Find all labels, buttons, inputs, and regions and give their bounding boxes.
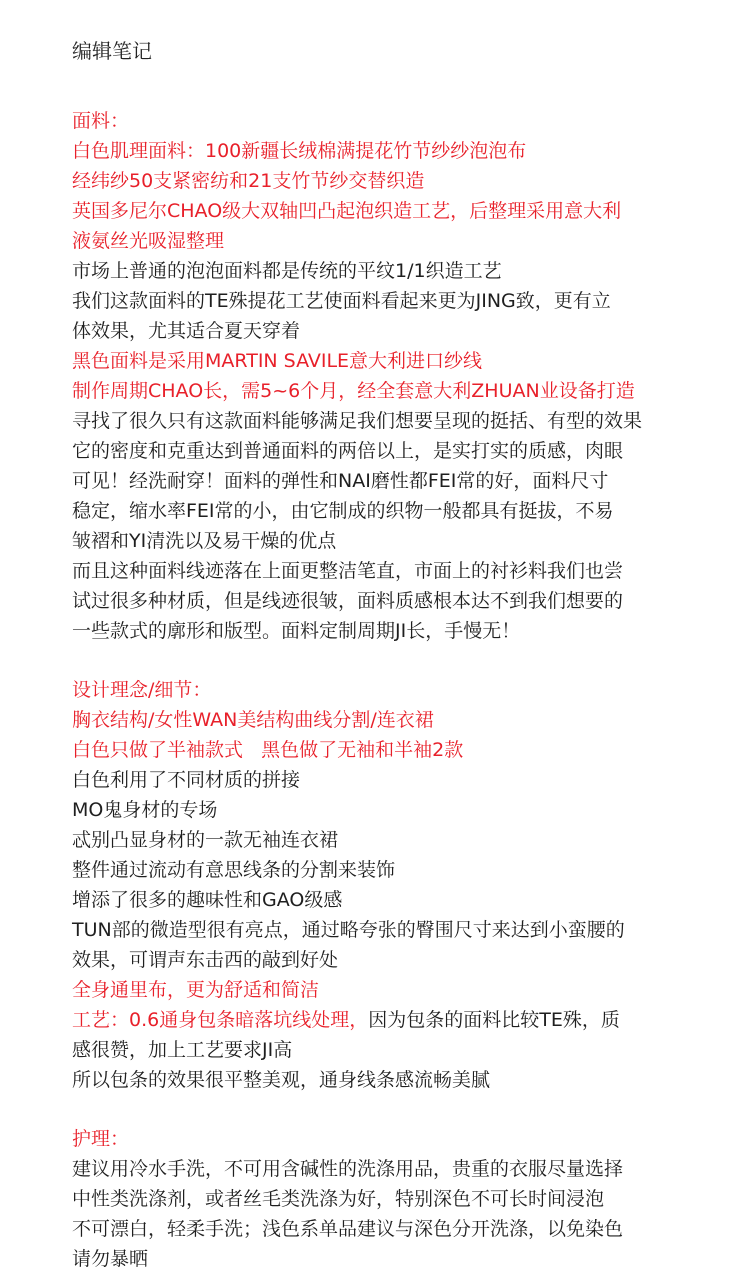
highlight-text: 英国多尼尔CHAO级大双轴凹凸起泡织造工艺，后整理采用意大利 bbox=[72, 200, 622, 222]
highlight-text: 工艺：0.6通身包条暗落坑线处理， bbox=[72, 1009, 369, 1031]
body-text: 中性类洗涤剂，或者丝毛类洗涤为好，特别深色不可长时间浸泡 bbox=[72, 1188, 605, 1210]
body-text: TUN部的微造型很有亮点，通过略夸张的臀围尺寸来达到小蛮腰的 bbox=[72, 919, 625, 941]
highlight-text: 胸衣结构/女性WAN美结构曲线分割/连衣裙 bbox=[72, 709, 434, 731]
highlight-text: 制作周期CHAO长，需5~6个月，经全套意大利ZHUAN业设备打造 bbox=[72, 380, 635, 402]
section-heading: 护理： bbox=[72, 1128, 130, 1150]
text-line bbox=[72, 256, 692, 286]
text-line bbox=[72, 286, 692, 316]
text-line bbox=[72, 1154, 692, 1184]
body-text: 因为包条的面料比较TE殊，质 bbox=[368, 1009, 620, 1031]
text-line bbox=[72, 226, 692, 256]
body-text: 不可漂白，轻柔手洗；浅色系单品建议与深色分开洗涤，以免染色 bbox=[72, 1218, 624, 1240]
text-line bbox=[72, 586, 692, 616]
text-line bbox=[72, 915, 692, 945]
text-line bbox=[72, 166, 692, 196]
text-line bbox=[72, 136, 692, 166]
body-text: 白色利用了不同材质的拼接 bbox=[72, 769, 301, 791]
section-2 bbox=[72, 675, 692, 1095]
text-line bbox=[72, 855, 692, 885]
highlight-text: 经纬纱50支紧密纺和21支竹节纱交替织造 bbox=[72, 170, 425, 192]
text-line bbox=[72, 316, 692, 346]
body-text: MO鬼身材的专场 bbox=[72, 799, 218, 821]
text-line bbox=[72, 885, 692, 915]
body-text: 试过很多种材质，但是线迹很皱，面料质感根本达不到我们想要的 bbox=[72, 590, 624, 612]
body-text: 可见！经洗耐穿！面料的弹性和NAI磨性都FEI常的好，面料尺寸 bbox=[72, 470, 609, 492]
editor-notes-document bbox=[72, 36, 692, 1274]
text-line bbox=[72, 1244, 692, 1274]
body-text: 感很赞，加上工艺要求JI高 bbox=[72, 1039, 293, 1061]
body-text: 建议用冷水手洗，不可用含碱性的洗涤用品，贵重的衣服尽量选择 bbox=[72, 1158, 624, 1180]
body-text: 效果，可谓声东击西的敲到好处 bbox=[72, 949, 339, 971]
section-3 bbox=[72, 1124, 692, 1274]
body-text: 体效果，尤其适合夏天穿着 bbox=[72, 320, 301, 342]
text-line bbox=[72, 376, 692, 406]
body-text: 稳定，缩水率FEI常的小，由它制成的织物一般都具有挺拔，不易 bbox=[72, 500, 614, 522]
section-heading: 设计理念/细节： bbox=[72, 679, 212, 701]
body-text: 市场上普通的泡泡面料都是传统的平纹1/1织造工艺 bbox=[72, 260, 502, 282]
body-text: 我们这款面料的TE殊提花工艺使面料看起来更为JING致，更有立 bbox=[72, 290, 611, 312]
text-line bbox=[72, 406, 692, 436]
highlight-text: 白色只做了半袖款式 黑色做了无袖和半袖2款 bbox=[72, 739, 464, 761]
body-text: 忒别凸显身材的一款无袖连衣裙 bbox=[72, 829, 339, 851]
text-line bbox=[72, 496, 692, 526]
highlight-text: 白色肌理面料：100新疆长绒棉满提花竹节纱纱泡泡布 bbox=[72, 140, 527, 162]
text-line bbox=[72, 616, 692, 646]
body-text: 而且这种面料线迹落在上面更整洁笔直，市面上的衬衫料我们也尝 bbox=[72, 560, 624, 582]
text-line bbox=[72, 1184, 692, 1214]
body-text: 一些款式的廓形和版型。面料定制周期JI长，手慢无！ bbox=[72, 620, 521, 642]
text-line bbox=[72, 556, 692, 586]
text-line bbox=[72, 1214, 692, 1244]
text-line bbox=[72, 945, 692, 975]
body-text: 整件通过流动有意思线条的分割来装饰 bbox=[72, 859, 396, 881]
section-heading: 面料： bbox=[72, 110, 130, 132]
section-1 bbox=[72, 106, 692, 646]
text-line bbox=[72, 765, 692, 795]
text-line bbox=[72, 1035, 692, 1065]
text-line bbox=[72, 975, 692, 1005]
body-text: 增添了很多的趣味性和GAO级感 bbox=[72, 889, 343, 911]
body-text: 它的密度和克重达到普通面料的两倍以上，是实打实的质感，肉眼 bbox=[72, 440, 624, 462]
body-text: 皱褶和YI清洗以及易干燥的优点 bbox=[72, 530, 337, 552]
text-line bbox=[72, 526, 692, 556]
text-line bbox=[72, 735, 692, 765]
text-line bbox=[72, 1005, 692, 1035]
text-line bbox=[72, 705, 692, 735]
page-title: 编辑笔记 bbox=[72, 39, 152, 63]
body-text: 请勿暴晒 bbox=[72, 1248, 149, 1270]
text-line bbox=[72, 436, 692, 466]
text-line bbox=[72, 795, 692, 825]
highlight-text: 黑色面料是采用MARTIN SAVILE意大利进口纱线 bbox=[72, 350, 483, 372]
text-line bbox=[72, 346, 692, 376]
text-line bbox=[72, 196, 692, 226]
body-text: 寻找了很久只有这款面料能够满足我们想要呈现的挺括、有型的效果 bbox=[72, 410, 643, 432]
text-line bbox=[72, 466, 692, 496]
text-line bbox=[72, 1065, 692, 1095]
highlight-text: 全身通里布，更为舒适和简洁 bbox=[72, 979, 320, 1001]
sections-container bbox=[72, 106, 692, 1274]
body-text: 所以包条的效果很平整美观，通身线条感流畅美腻 bbox=[72, 1069, 491, 1091]
text-line bbox=[72, 825, 692, 855]
highlight-text: 液氨丝光吸湿整理 bbox=[72, 230, 225, 252]
